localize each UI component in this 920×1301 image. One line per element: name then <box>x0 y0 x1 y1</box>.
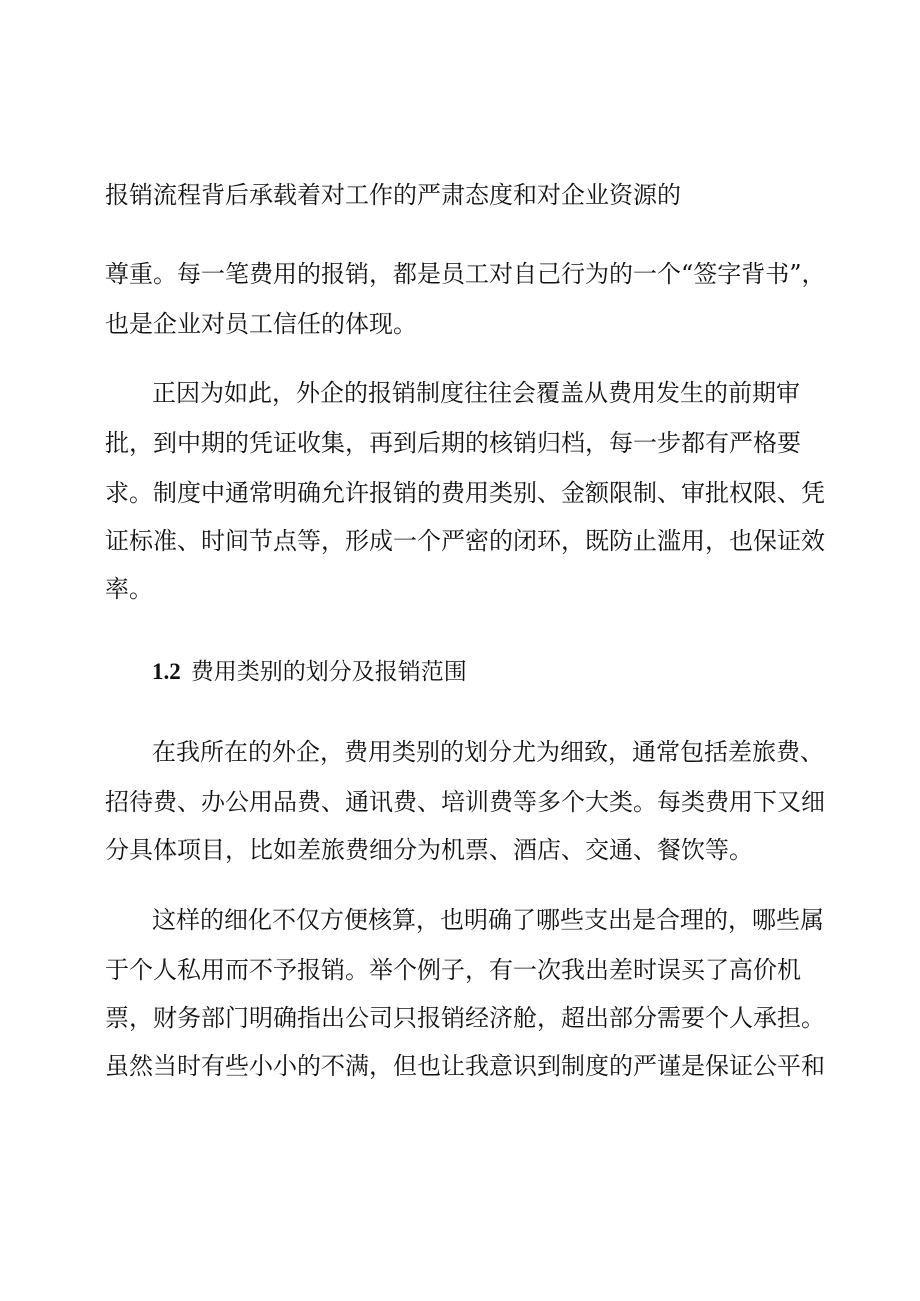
text-line: 报销流程背后承载着对工作的严肃态度和对企业资源的 <box>105 181 681 209</box>
text-line: 这样的细化不仅方便核算，也明确了哪些支出是合理的，哪些属 <box>152 906 824 934</box>
text-line: 在我所在的外企，费用类别的划分尤为细致，通常包括差旅费、 <box>152 738 824 766</box>
text-line: 分具体项目，比如差旅费细分为机票、酒店、交通、餐饮等。 <box>105 836 753 864</box>
text-line: 证标准、时间节点等，形成一个严密的闭环，既防止滥用，也保证效 <box>105 527 825 555</box>
section-number: 1.2 <box>152 659 181 684</box>
text-line: 尊重。每一笔费用的报销，都是员工对自己行为的一个“签字背书”， <box>105 260 826 288</box>
text-line: 虽然当时有些小小的不满，但也让我意识到制度的严谨是保证公平和 <box>105 1052 825 1080</box>
text-line: 批，到中期的凭证收集，再到后期的核销归档，每一步都有严格要 <box>105 429 801 457</box>
section-heading <box>152 657 467 687</box>
text-line: 率。 <box>105 575 153 603</box>
text-line: 求。制度中通常明确允许报销的费用类别、金额限制、审批权限、凭 <box>105 479 825 507</box>
text-line: 招待费、办公用品费、通讯费、培训费等多个大类。每类费用下又细 <box>105 788 825 816</box>
text-line: 票，财务部门明确指出公司只报销经济舱，超出部分需要个人承担。 <box>105 1004 825 1032</box>
section-title: 费用类别的划分及报销范围 <box>190 659 467 685</box>
text-line: 正因为如此，外企的报销制度往往会覆盖从费用发生的前期审 <box>152 379 800 407</box>
text-line: 也是企业对员工信任的体现。 <box>105 310 417 338</box>
text-line: 于个人私用而不予报销。举个例子，有一次我出差时误买了高价机 <box>105 956 801 984</box>
